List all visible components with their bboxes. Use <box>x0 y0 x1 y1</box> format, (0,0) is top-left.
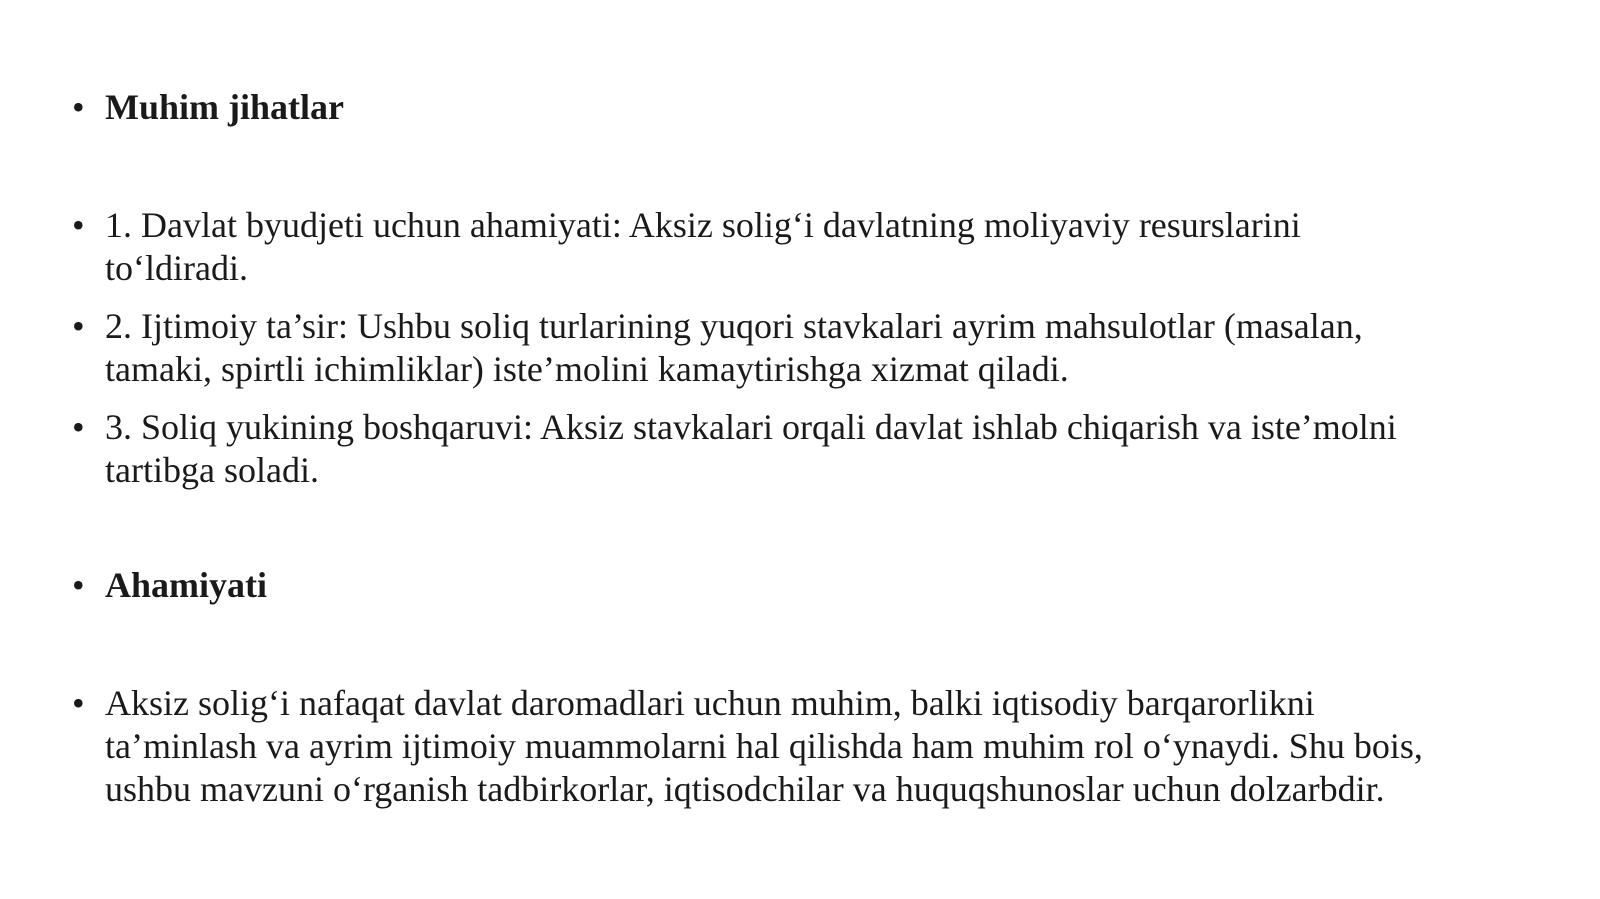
point-text: 1. Davlat byudjeti uchun ahamiyati: Aksiz solig‘i davlatning moliyaviy resurslarini to‘ldiradi. <box>105 205 1301 288</box>
point-text: 2. Ijtimoiy ta’sir: Ushbu soliq turlarining yuqori stavkalari ayrim mahsulotlar (masalan, tamaki, spirtli ichimliklar) iste’molini kamaytirishga xizmat qiladi. <box>105 306 1363 389</box>
conclusion-text: Aksiz solig‘i nafaqat davlat daromadlari uchun muhim, balki iqtisodiy barqarorlikni ta’minlash va ayrim ijtimoiy muammolarni hal qilishda ham muhim rol o‘ynaydi. Shu bois, ushbu mavzuni o‘rganish tadbirkorlar, iqtisodchilar va huquqshunoslar uchun dolzarbdir. <box>105 683 1423 809</box>
bullet-icon: • <box>72 683 85 723</box>
heading-text: Muhim jihatlar <box>105 87 344 127</box>
bullet-icon: • <box>72 565 85 605</box>
heading-text: Ahamiyati <box>105 565 267 605</box>
bullet-icon: • <box>72 87 85 127</box>
bullet-icon: • <box>72 205 85 245</box>
bullet-icon: • <box>72 306 85 346</box>
bullet-icon: • <box>72 407 85 447</box>
point-text: 3. Soliq yukining boshqaruvi: Aksiz stavkalari orqali davlat ishlab chiqarish va iste’molni tartibga soladi. <box>105 407 1397 490</box>
